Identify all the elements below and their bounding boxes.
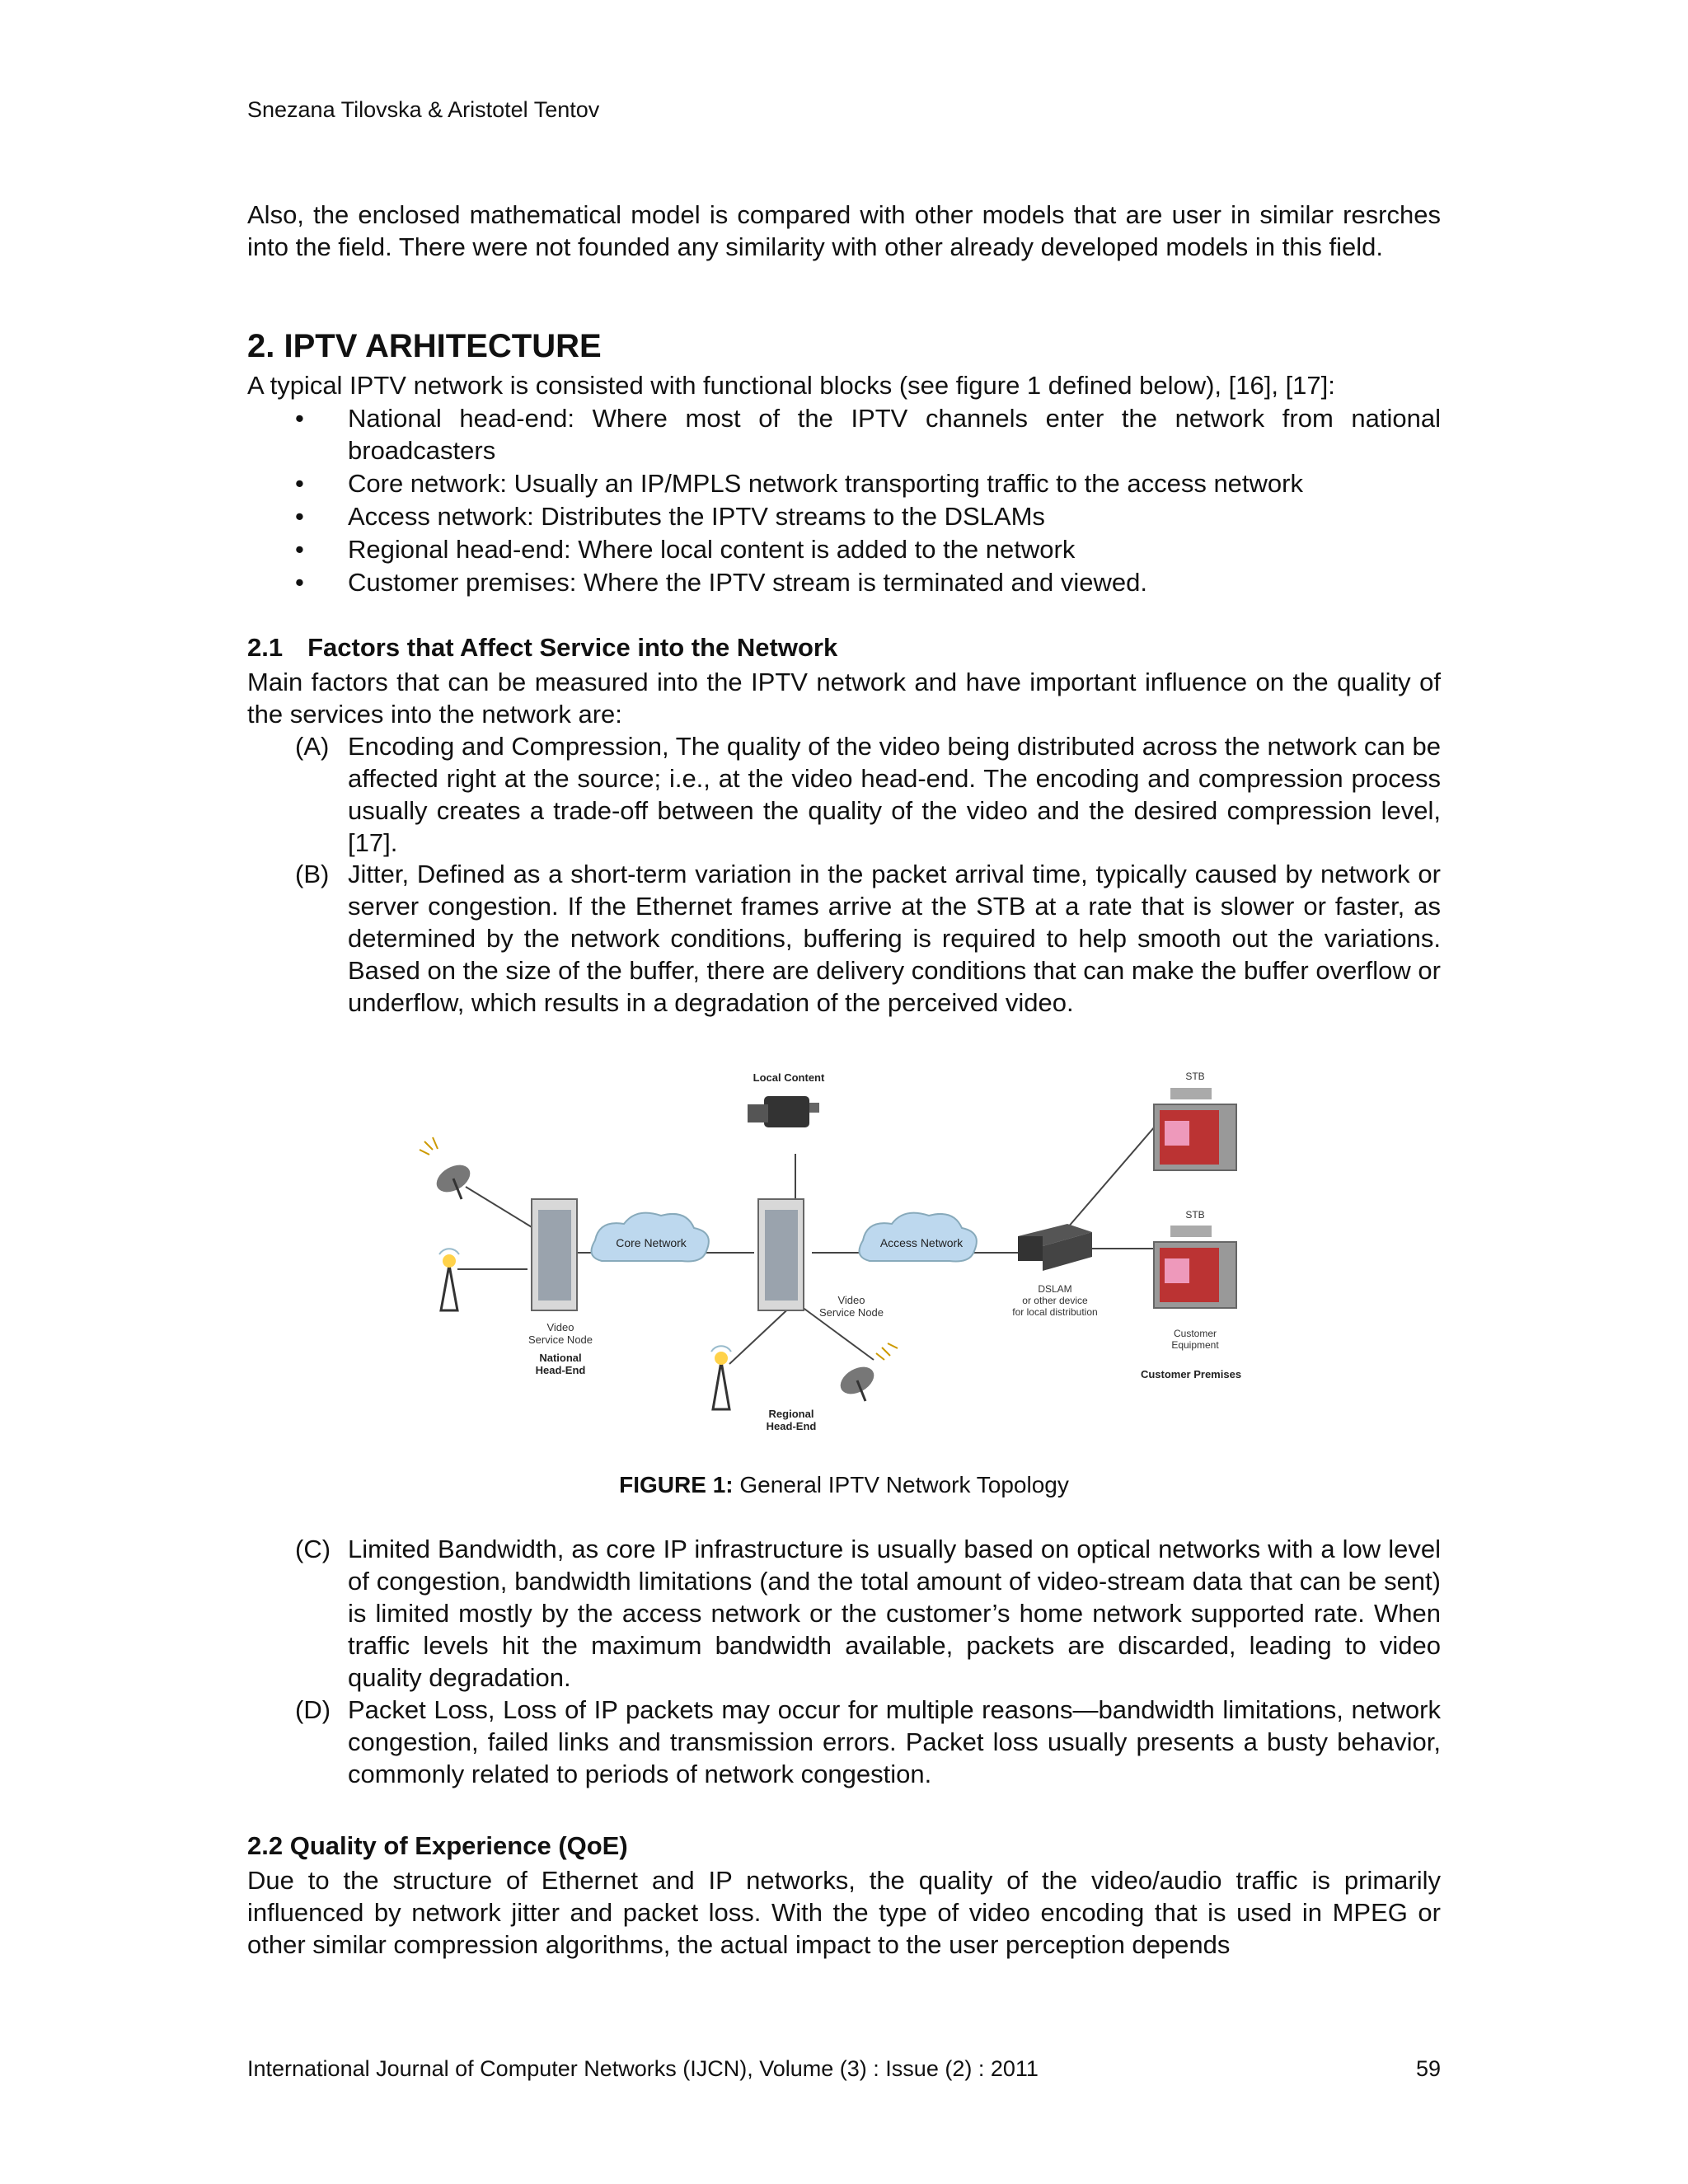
iptv-topology-figure	[408, 1063, 1282, 1451]
factor-item	[295, 858, 1441, 1019]
video-node-label: Service Node	[528, 1333, 593, 1346]
bullet-text: National head-end: Where most of the IPTV channels enter the network from national broadcasters	[348, 404, 1441, 465]
bullet-dot: •	[295, 469, 304, 498]
item-marker: (C)	[295, 1535, 331, 1563]
item-text: Packet Loss, Loss of IP packets may occur for multiple reasons—bandwidth limitations, network congestion, failed links and transmission errors. Packet loss usually presents a busty behavior, commonly related to periods of network congestion.	[348, 1695, 1441, 1788]
regional-head-end-label: Regional	[768, 1408, 814, 1420]
bullet-item	[295, 402, 1441, 466]
running-header: Snezana Tilovska & Aristotel Tentov	[247, 97, 600, 122]
video-node-label: Service Node	[818, 1306, 884, 1319]
figure-caption	[0, 1472, 1688, 1498]
regional-head-end-label: Head-End	[766, 1420, 817, 1432]
bullet-dot: •	[295, 404, 304, 433]
video-node-label: Video	[837, 1294, 865, 1306]
caption-label: FIGURE 1:	[619, 1472, 734, 1497]
item-marker: (B)	[295, 860, 330, 888]
bullet-item	[295, 467, 1441, 499]
section-2-1-lead: Main factors that can be measured into the IPTV network and have important influence on the quality of the services into the network are:	[247, 668, 1441, 729]
section-2-2-paragraph: Due to the structure of Ethernet and IP networks, the quality of the video/audio traffic is primarily influenced by network jitter and packet loss. With the type of video encoding that is used in MPEG or other similar compression algorithms, the actual impact to the user perception depends	[247, 1866, 1441, 1959]
section-title: Factors that Affect Service into the Network	[307, 633, 838, 662]
factor-item	[295, 730, 1441, 859]
bullet-dot: •	[295, 535, 304, 564]
customer-equipment-label: Customer	[1173, 1328, 1217, 1339]
national-head-end-label: National	[539, 1352, 582, 1364]
bullet-item	[295, 533, 1441, 565]
intro-paragraph: Also, the enclosed mathematical model is compared with other models that are user in similar resrches into the field. There were not founded any similarity with other already developed models in this field.	[247, 200, 1441, 261]
bullet-dot: •	[295, 502, 304, 531]
item-marker: (D)	[295, 1695, 331, 1724]
item-text: Encoding and Compression, The quality of the video being distributed across the network can be affected right at the source; i.e., at the video head-end. The encoding and compression process usually creates a trade-off between the quality of the video and the desired compression level, [17].	[348, 732, 1441, 857]
bullet-dot: •	[295, 568, 304, 597]
customer-premises-label: Customer Premises	[1140, 1368, 1242, 1380]
item-marker: (A)	[295, 732, 330, 761]
bullet-text: Core network: Usually an IP/MPLS network transporting traffic to the access network	[348, 469, 1303, 498]
access-network-label: Access Network	[879, 1236, 964, 1249]
caption-text: General IPTV Network Topology	[733, 1472, 1069, 1497]
section-2-1-heading	[247, 633, 837, 663]
section-2-heading: 2. IPTV ARHITECTURE	[247, 328, 602, 364]
bullet-text: Regional head-end: Where local content is added to the network	[348, 535, 1076, 564]
bullet-text: Access network: Distributes the IPTV streams to the DSLAMs	[348, 502, 1045, 531]
core-network-label: Core Network	[616, 1236, 687, 1249]
item-text: Jitter, Defined as a short-term variation in the packet arrival time, typically caused by network or server congestion. If the Ethernet frames arrive at the STB at a rate that is slower or faster, as determined by the network conditions, buffering is required to help smooth out the variations. Based on the size of the buffer, there are delivery conditions that can make the buffer overflow or underflow, which results in a degradation of the perceived video.	[348, 860, 1441, 1017]
dslam-label: for local distribution	[1012, 1306, 1098, 1318]
bullet-text: Customer premises: Where the IPTV stream is terminated and viewed.	[348, 568, 1147, 597]
section-2-lead: A typical IPTV network is consisted with functional blocks (see figure 1 defined below), [16], [17]:	[247, 371, 1335, 400]
bullet-item	[295, 500, 1441, 532]
page-number: 59	[1415, 2056, 1441, 2081]
video-service-node-server-icon	[758, 1199, 804, 1310]
factor-item	[295, 1533, 1441, 1694]
section-2-2-heading: 2.2 Quality of Experience (QoE)	[247, 1831, 628, 1860]
dslam-label: or other device	[1022, 1295, 1088, 1306]
section-number: 2.1	[247, 633, 284, 662]
video-node-label: Video	[546, 1321, 574, 1333]
bullet-item	[295, 566, 1441, 598]
item-text: Limited Bandwidth, as core IP infrastructure is usually based on optical networks with a low level of congestion, bandwidth limitations (and the total amount of video-stream data that can be sent) is limited mostly by the access network or the customer’s home network supported rate. When traffic levels hit the maximum bandwidth available, packets are discarded, leading to video quality degradation.	[348, 1535, 1441, 1692]
national-head-end-label: Head-End	[535, 1364, 586, 1376]
video-service-node-server-icon	[532, 1199, 577, 1310]
stb-label: STB	[1185, 1071, 1205, 1082]
local-content-label: Local Content	[753, 1071, 825, 1084]
stb-label: STB	[1185, 1209, 1205, 1221]
journal-footer: International Journal of Computer Networks (IJCN), Volume (3) : Issue (2) : 2011	[247, 2056, 1039, 2081]
factor-item	[295, 1694, 1441, 1790]
dslam-label: DSLAM	[1038, 1283, 1072, 1295]
customer-equipment-label: Equipment	[1171, 1339, 1219, 1351]
